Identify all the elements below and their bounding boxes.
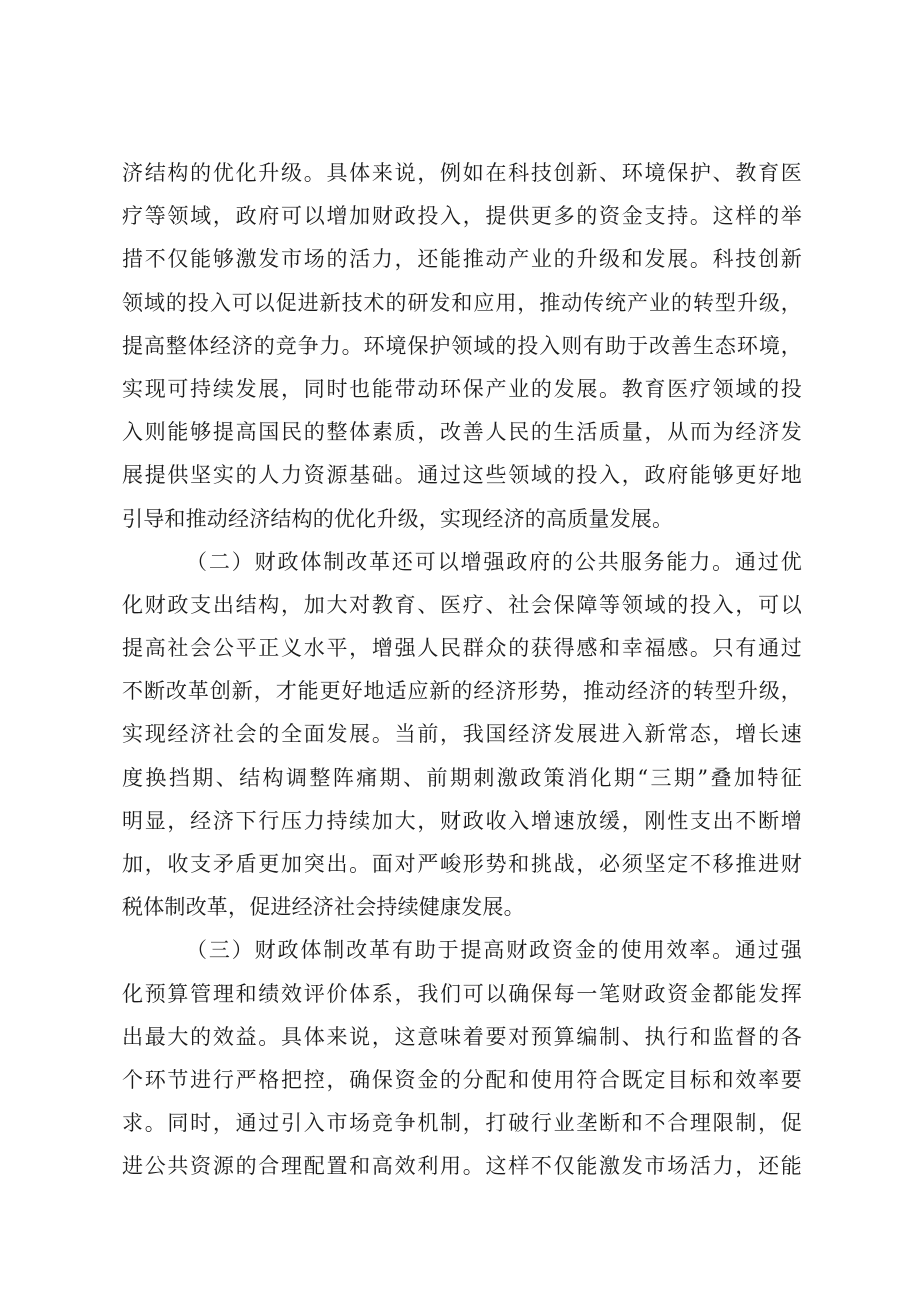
text-line: 进公共资源的合理配置和高效利用。这样不仅能激发市场活力，还能 (122, 1154, 802, 1179)
text-line: 实现经济社会的全面发展。当前，我国经济发展进入新常态，增长速 (122, 722, 802, 747)
text-line: 实现可持续发展，同时也能带动环保产业的发展。教育医疗领域的投 (122, 376, 802, 401)
text-line: 化预算管理和绩效评价体系，我们可以确保每一笔财政资金都能发挥 (122, 981, 802, 1006)
text-line: 出最大的效益。具体来说，这意味着要对预算编制、执行和监督的各 (122, 1024, 802, 1049)
text-line: 化财政支出结构，加大对教育、医疗、社会保障等领域的投入，可以 (122, 592, 802, 617)
text-line: （三）财政体制改革有助于提高财政资金的使用效率。通过强 (186, 938, 802, 963)
text-line: 领域的投入可以促进新技术的研发和应用，推动传统产业的转型升级， (122, 290, 802, 315)
text-line: 加，收支矛盾更加突出。面对严峻形势和挑战，必须坚定不移推进财 (122, 852, 802, 876)
paragraph-economic-structure (122, 152, 802, 541)
text-line: 引导和推动经济结构的优化升级，实现经济的高质量发展。 (122, 506, 674, 531)
paragraph-public-service (122, 541, 802, 930)
text-line: （二）财政体制改革还可以增强政府的公共服务能力。通过优 (186, 549, 802, 574)
text-line: 入则能够提高国民的整体素质，改善人民的生活质量，从而为经济发 (122, 420, 802, 445)
text-line: 展提供坚实的人力资源基础。通过这些领域的投入，政府能够更好地 (122, 463, 802, 488)
text-line: 明显，经济下行压力持续加大，财政收入增速放缓，刚性支出不断增 (122, 808, 802, 833)
text-line: 不断改革创新，才能更好地适应新的经济形势，推动经济的转型升级， (122, 679, 802, 704)
text-line: 提高社会公平正义水平，增强人民群众的获得感和幸福感。只有通过 (122, 636, 802, 661)
text-line: 度换挡期、结构调整阵痛期、前期刺激政策消化期“三期”叠加特征 (122, 765, 802, 790)
text-line: 疗等领域，政府可以增加财政投入，提供更多的资金支持。这样的举 (122, 204, 802, 229)
text-line: 济结构的优化升级。具体来说，例如在科技创新、环境保护、教育医 (122, 161, 802, 185)
text-line: 税体制改革，促进经济社会持续健康发展。 (122, 895, 525, 920)
paragraph-fund-efficiency (122, 929, 802, 1188)
document-body (122, 152, 802, 1189)
text-line: 个环节进行严格把控，确保资金的分配和使用符合既定目标和效率要 (122, 1067, 802, 1092)
text-line: 提高整体经济的竞争力。环境保护领域的投入则有助于改善生态环境， (122, 333, 802, 358)
text-line: 措不仅能够激发市场的活力，还能推动产业的升级和发展。科技创新 (122, 247, 802, 272)
text-line: 求。同时，通过引入市场竞争机制，打破行业垄断和不合理限制，促 (122, 1111, 802, 1136)
